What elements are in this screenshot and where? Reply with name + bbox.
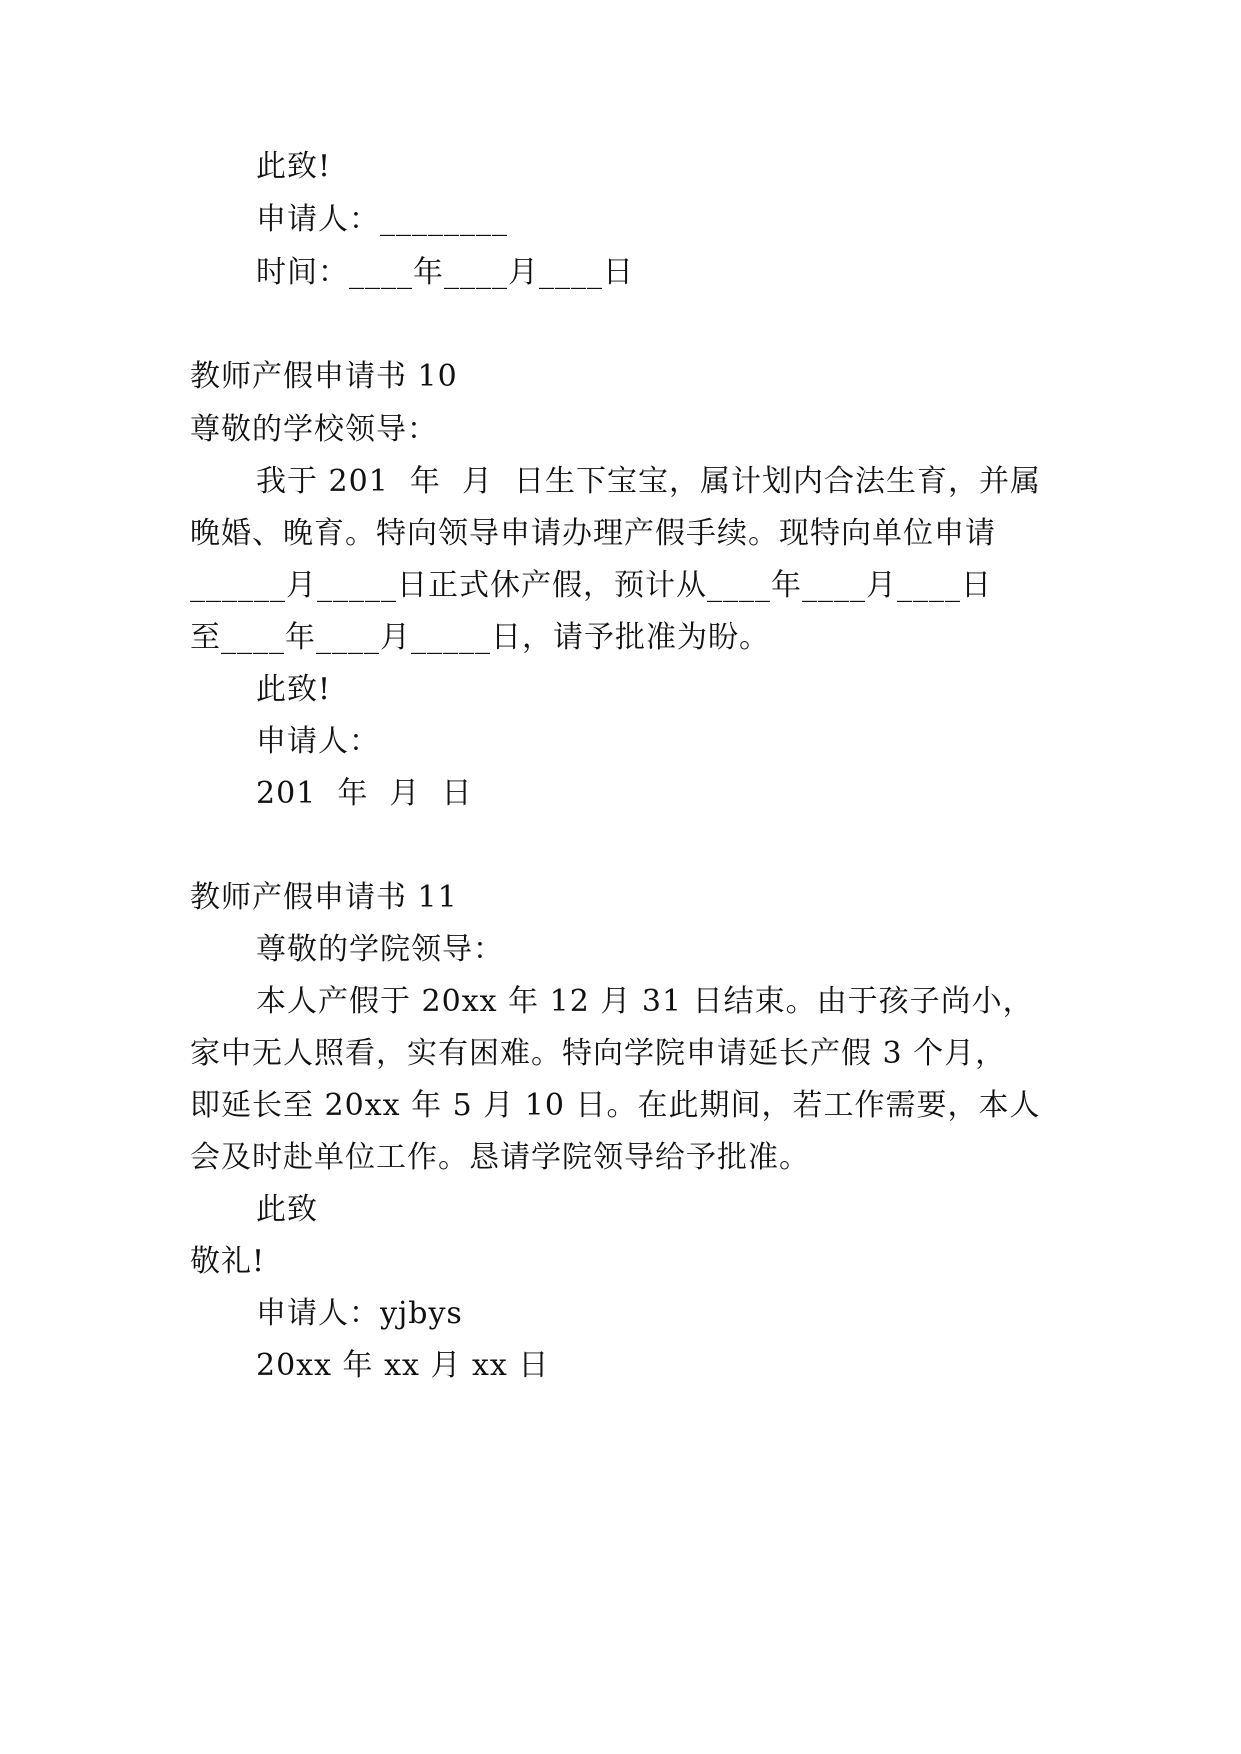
closing-salute: 此致 xyxy=(256,1192,318,1227)
date-line: 201 年 月 日 xyxy=(256,776,473,811)
letter-title: 教师产假申请书 11 xyxy=(190,880,458,915)
date-line: 20xx 年 xx 月 xx 日 xyxy=(256,1348,550,1383)
body-line: 家中无人照看，实有困难。特向学院申请延长产假 3 个月， xyxy=(190,1036,1007,1071)
body-line: 即延长至 20xx 年 5 月 10 日。在此期间，若工作需要，本人 xyxy=(190,1088,1041,1123)
letter-title: 教师产假申请书 10 xyxy=(190,359,458,394)
body-line: ______月_____日正式休产假，预计从____年____月____日 xyxy=(190,568,992,603)
closing-salute: 此致! xyxy=(256,149,332,184)
applicant-line: 申请人：yjbys xyxy=(256,1296,463,1331)
applicant-line: 申请人：________ xyxy=(256,202,508,237)
letter-greeting: 尊敬的学校领导： xyxy=(190,412,438,447)
applicant-line: 申请人： xyxy=(256,724,380,759)
letter-greeting: 尊敬的学院领导： xyxy=(256,932,504,967)
body-line: 至____年____月_____日，请予批准为盼。 xyxy=(190,620,770,655)
closing-regards: 敬礼! xyxy=(190,1244,266,1279)
body-line: 我于 201 年 月 日生下宝宝，属计划内合法生育，并属 xyxy=(256,464,1042,499)
date-line: 时间：____年____月____日 xyxy=(256,255,634,290)
body-line: 会及时赴单位工作。恳请学院领导给予批准。 xyxy=(190,1140,810,1175)
body-line: 晚婚、晚育。特向领导申请办理产假手续。现特向单位申请 xyxy=(190,516,996,551)
closing-salute: 此致! xyxy=(256,672,332,707)
body-line: 本人产假于 20xx 年 12 月 31 日结束。由于孩子尚小， xyxy=(256,984,1034,1019)
